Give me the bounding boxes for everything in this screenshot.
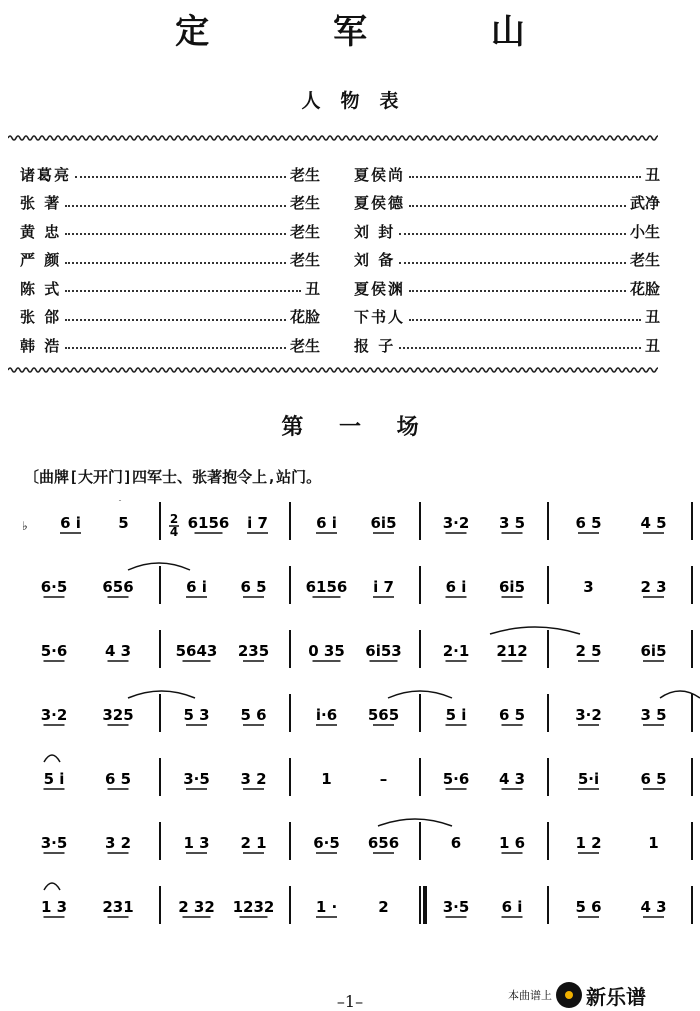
note-group: 6 i bbox=[501, 898, 523, 916]
note-group: 5 6 bbox=[240, 706, 267, 724]
note-group: 5 i bbox=[445, 706, 467, 724]
note-group: 5·i bbox=[577, 770, 600, 788]
note-group: 3·2 bbox=[40, 706, 68, 724]
note-group: 1 · bbox=[315, 898, 338, 916]
note-group: 6156 bbox=[187, 514, 230, 532]
note-group: 6 5 bbox=[498, 706, 526, 724]
note-group: 6·5 bbox=[40, 578, 68, 596]
role-type: 丑 bbox=[644, 165, 660, 184]
note-group: 1 3 bbox=[40, 898, 68, 916]
note-group: 6i5 bbox=[640, 642, 667, 660]
note-group: 6 5 bbox=[640, 770, 667, 788]
role-type: 老生 bbox=[289, 251, 320, 270]
slur-arc bbox=[44, 883, 60, 890]
note-group: 5 6 bbox=[575, 898, 602, 916]
leader-dots bbox=[65, 347, 286, 349]
character-name: 严 颜 bbox=[20, 251, 62, 270]
note-group: 6 5 bbox=[104, 770, 132, 788]
note-group: 2·1 bbox=[442, 642, 470, 660]
character-name: 夏侯渊 bbox=[354, 279, 406, 298]
cast-entry bbox=[354, 192, 660, 213]
leader-dots bbox=[65, 205, 286, 207]
cast-entry bbox=[20, 278, 320, 299]
character-name: 诸葛亮 bbox=[20, 165, 72, 184]
cast-heading: 人物表 bbox=[301, 90, 419, 112]
character-name: 韩 浩 bbox=[20, 336, 62, 355]
note-group: 231 bbox=[102, 898, 134, 916]
cast-entry bbox=[20, 221, 320, 242]
role-type: 老生 bbox=[289, 165, 320, 184]
leader-dots bbox=[65, 262, 286, 264]
leader-dots bbox=[399, 233, 626, 235]
cast-row bbox=[20, 189, 660, 218]
page-title: 定 军 山 bbox=[175, 12, 581, 52]
character-name: 夏侯德 bbox=[354, 194, 406, 213]
note-group: 6 5 bbox=[240, 578, 267, 596]
slur-arc bbox=[490, 627, 580, 634]
role-type: 老生 bbox=[289, 194, 320, 213]
note-group: 1 3 bbox=[183, 834, 210, 852]
note-group: 6 i bbox=[316, 514, 337, 532]
cast-entry bbox=[20, 306, 320, 327]
role-type: 丑 bbox=[644, 336, 660, 355]
note-group: i 7 bbox=[373, 578, 394, 596]
role-type: 花脸 bbox=[289, 308, 320, 327]
note-group: 4 3 bbox=[498, 770, 526, 788]
cast-entry bbox=[354, 221, 660, 242]
note-group: 4 3 bbox=[104, 642, 132, 660]
cast-entry bbox=[354, 249, 660, 270]
leader-dots bbox=[409, 176, 641, 178]
key-symbol: ♭ bbox=[22, 519, 28, 533]
note-group: 2 3 bbox=[640, 578, 667, 596]
watermark-text: 本曲谱上 bbox=[508, 989, 552, 1002]
cast-list bbox=[20, 160, 660, 360]
slur-arc bbox=[44, 755, 60, 762]
note-group: 2 1 bbox=[240, 834, 267, 852]
leader-dots bbox=[65, 233, 286, 235]
note-group: 6 bbox=[450, 834, 462, 852]
note-group: 3 2 bbox=[104, 834, 132, 852]
note-group: 5·6 bbox=[442, 770, 470, 788]
note-group: 1 bbox=[648, 834, 659, 852]
note-group: 6 i bbox=[60, 514, 81, 532]
character-name: 黄 忠 bbox=[20, 222, 62, 241]
cast-row bbox=[20, 217, 660, 246]
watermark-brand: 新乐谱 bbox=[586, 984, 646, 1009]
scene-heading: 第 一 场 bbox=[281, 414, 433, 440]
slur-arc bbox=[378, 819, 452, 826]
note-group: 3·5 bbox=[183, 770, 210, 788]
leader-dots bbox=[409, 290, 626, 292]
cast-row bbox=[20, 246, 660, 275]
cast-entry bbox=[354, 335, 660, 356]
slur-arc bbox=[660, 691, 700, 698]
note-group: 5·6 bbox=[40, 642, 68, 660]
role-type: 小生 bbox=[629, 222, 660, 241]
character-name: 张 著 bbox=[20, 194, 62, 213]
stage-direction: 〔曲牌[大开门]四军士、张著抱令上,站门。 bbox=[24, 468, 322, 486]
cast-row bbox=[20, 274, 660, 303]
note-group: 6i53 bbox=[365, 642, 402, 660]
note-group: 3 5 bbox=[640, 706, 667, 724]
note-group: 5 i bbox=[43, 770, 65, 788]
note-group: 4 3 bbox=[640, 898, 667, 916]
note-group: 656 bbox=[102, 578, 134, 596]
note-group: 656 bbox=[367, 834, 400, 852]
leader-dots bbox=[409, 205, 626, 207]
cast-entry bbox=[20, 335, 320, 356]
cast-entry bbox=[20, 164, 320, 185]
note-group: 6 i bbox=[445, 578, 467, 596]
fermata-dot bbox=[119, 500, 122, 501]
character-name: 刘 封 bbox=[354, 222, 396, 241]
note-group: 1 6 bbox=[498, 834, 526, 852]
note-group: 2 32 bbox=[178, 898, 215, 916]
note-group: 3 5 bbox=[498, 514, 526, 532]
note-group: 3·2 bbox=[575, 706, 602, 724]
role-type: 武净 bbox=[629, 194, 660, 213]
wavy-divider-top bbox=[8, 134, 658, 142]
note-group: 4 5 bbox=[640, 514, 667, 532]
note-group: 3 2 bbox=[240, 770, 267, 788]
time-signature-bottom: 4 bbox=[169, 525, 179, 539]
leader-dots bbox=[65, 290, 301, 292]
role-type: 老生 bbox=[289, 336, 320, 355]
note-group: 1 2 bbox=[575, 834, 602, 852]
role-type: 丑 bbox=[644, 308, 660, 327]
note-group: 2 bbox=[378, 898, 389, 916]
character-name: 陈 式 bbox=[20, 279, 62, 298]
leader-dots bbox=[409, 319, 641, 321]
watermark bbox=[508, 980, 646, 1010]
note-group: 212 bbox=[496, 642, 528, 660]
note-group: 6 i bbox=[186, 578, 207, 596]
note-group: 5 3 bbox=[183, 706, 210, 724]
page-number: –1– bbox=[336, 992, 364, 1011]
leader-dots bbox=[399, 262, 626, 264]
record-logo-icon bbox=[556, 982, 582, 1008]
note-group: i 7 bbox=[247, 514, 268, 532]
role-type: 丑 bbox=[304, 279, 320, 298]
note-group: 6 5 bbox=[575, 514, 602, 532]
note-group: 235 bbox=[237, 642, 270, 660]
note-group: 3·2 bbox=[442, 514, 470, 532]
cast-entry bbox=[354, 278, 660, 299]
note-group: 325 bbox=[102, 706, 134, 724]
note-group: 1 bbox=[321, 770, 332, 788]
note-group: 2 5 bbox=[575, 642, 602, 660]
cast-entry bbox=[20, 192, 320, 213]
leader-dots bbox=[399, 347, 641, 349]
note-group: 0 35 bbox=[308, 642, 345, 660]
cast-entry bbox=[354, 306, 660, 327]
music-score bbox=[0, 500, 700, 980]
character-name: 报 子 bbox=[354, 336, 396, 355]
note-group: 3·5 bbox=[40, 834, 68, 852]
note-group: 3 bbox=[583, 578, 594, 596]
note-group: i·6 bbox=[315, 706, 338, 724]
note-group: 6156 bbox=[305, 578, 348, 596]
note-group: 565 bbox=[367, 706, 400, 724]
character-name: 张 郃 bbox=[20, 308, 62, 327]
note-group: 3·5 bbox=[442, 898, 470, 916]
leader-dots bbox=[75, 176, 286, 178]
cast-entry bbox=[20, 249, 320, 270]
note-group: 5643 bbox=[175, 642, 218, 660]
character-name: 夏侯尚 bbox=[354, 165, 406, 184]
note-group: 1232 bbox=[232, 898, 275, 916]
cast-entry bbox=[354, 164, 660, 185]
leader-dots bbox=[65, 319, 286, 321]
role-type: 老生 bbox=[289, 222, 320, 241]
note-group: 5 bbox=[118, 514, 129, 532]
note-group: 6i5 bbox=[498, 578, 526, 596]
character-name: 刘 备 bbox=[354, 251, 396, 270]
character-name: 下书人 bbox=[354, 308, 406, 327]
slur-arc bbox=[128, 691, 195, 698]
role-type: 花脸 bbox=[629, 279, 660, 298]
cast-row bbox=[20, 160, 660, 189]
time-signature-top: 2 bbox=[169, 512, 179, 526]
note-group: 6·5 bbox=[313, 834, 340, 852]
cast-row bbox=[20, 331, 660, 360]
note-group: – bbox=[379, 770, 388, 788]
wavy-divider-bottom bbox=[8, 366, 658, 374]
note-group: 6i5 bbox=[370, 514, 397, 532]
role-type: 老生 bbox=[629, 251, 660, 270]
cast-row bbox=[20, 303, 660, 332]
